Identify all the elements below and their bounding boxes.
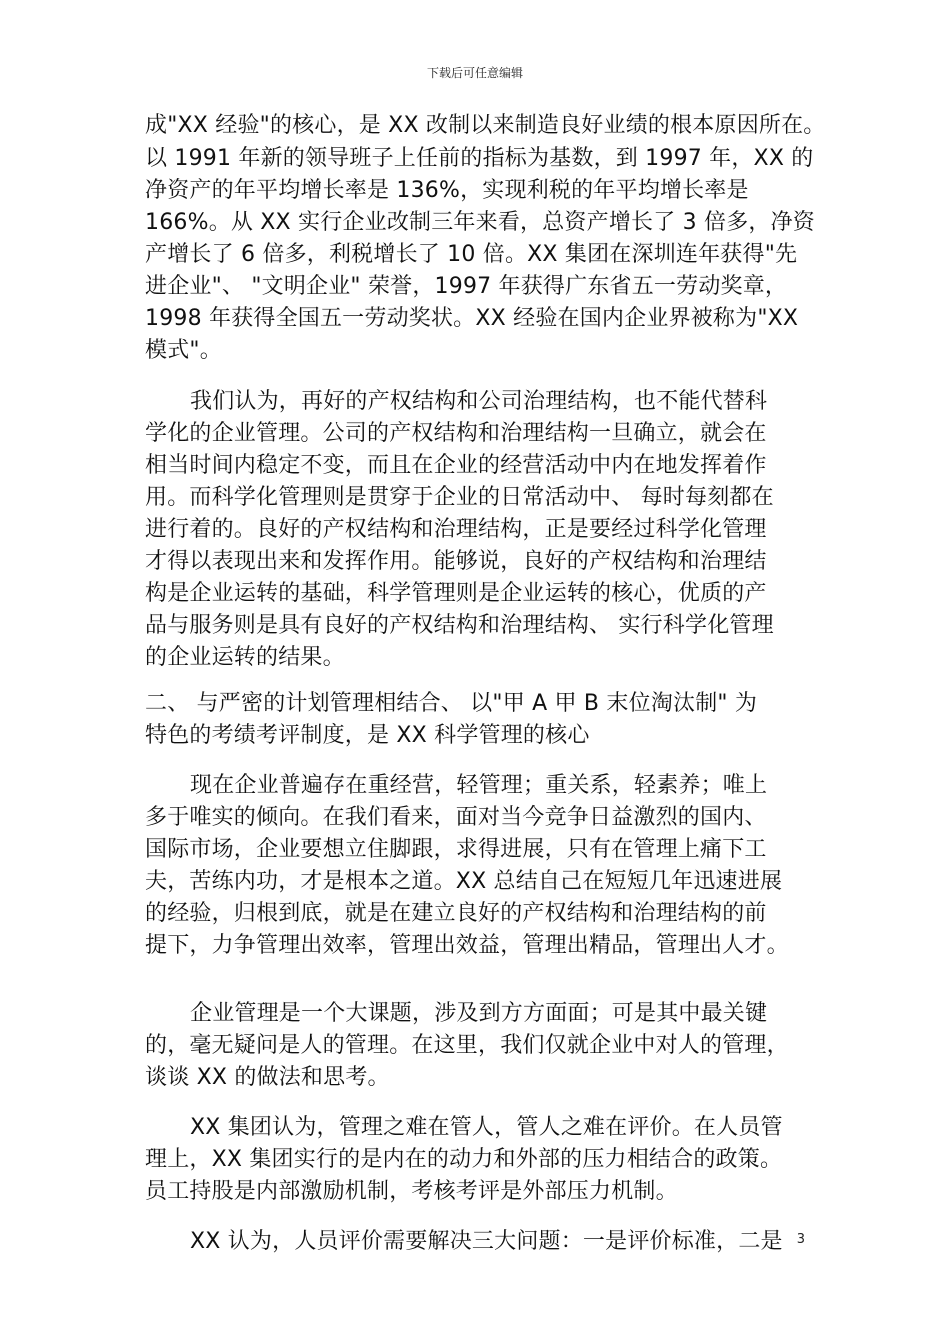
text-line: 1998 年获得全国五一劳动奖状。XX 经验在国内企业界被称为"XX (145, 306, 799, 331)
text-line: 理上，XX 集团实行的是内在的动力和外部的压力相结合的政策。 (145, 1147, 783, 1172)
text-line: 相当时间内稳定不变，而且在企业的经营活动中内在地发挥着作 (145, 453, 767, 478)
text-line: 的经验，归根到底，就是在建立良好的产权结构和治理结构的前 (145, 901, 767, 926)
text-line: 品与服务则是具有良好的产权结构和治理结构、 实行科学化管理 (145, 613, 774, 638)
text-line: 进企业"、 "文明企业" 荣誉，1997 年获得广东省五一劳动奖章， (145, 274, 788, 299)
text-line: 成"XX 经验"的核心，是 XX 改制以来制造良好业绩的根本原因所在。 (145, 113, 826, 138)
text-line: 才得以表现出来和发挥作用。能够说，良好的产权结构和治理结 (145, 549, 767, 574)
page-number: 3 (796, 1232, 805, 1247)
text-line: 产增长了 6 倍多，利税增长了 10 倍。XX 集团在深圳连年获得"先 (145, 242, 798, 267)
page-header: 下载后可任意编辑 (426, 66, 523, 80)
text-line: 166%。从 XX 实行企业改制三年来看，总资产增长了 3 倍多，净资 (145, 210, 816, 235)
text-line: 我们认为，再好的产权结构和公司治理结构，也不能代替科 (190, 389, 768, 414)
text-line: 谈谈 XX 的做法和思考。 (145, 1065, 390, 1090)
text-line: XX 认为，人员评价需要解决三大问题：一是评价标准，二是 (190, 1229, 783, 1254)
text-line: 构是企业运转的基础，科学管理则是企业运转的核心，优质的产 (145, 581, 767, 606)
text-line: 多于唯实的倾向。在我们看来，面对当今竞争日益激烈的国内、 (145, 805, 767, 830)
text-line: 的企业运转的结果。 (145, 645, 345, 670)
text-line: 学化的企业管理。公司的产权结构和治理结构一旦确立，就会在 (145, 421, 767, 446)
text-line: 模式"。 (145, 338, 222, 363)
section-heading: 二、 与严密的计划管理相结合、 以"甲 A 甲 B 末位淘汰制" 为 (145, 691, 758, 716)
text-line: 的，毫无疑问是人的管理。在这里，我们仅就企业中对人的管理， (145, 1033, 789, 1058)
text-line: 员工持股是内部激励机制，考核考评是外部压力机制。 (145, 1179, 678, 1204)
text-line: 现在企业普遍存在重经营，轻管理；重关系，轻素养；唯上 (190, 773, 768, 798)
text-line: 用。而科学化管理则是贯穿于企业的日常活动中、 每时每刻都在 (145, 485, 774, 510)
text-line: 净资产的年平均增长率是 136%，实现利税的年平均增长率是 (145, 178, 749, 203)
text-line: 夫，苦练内功，才是根本之道。XX 总结自己在短短几年迅速进展 (145, 869, 783, 894)
text-line: 进行着的。良好的产权结构和治理结构，正是要经过科学化管理 (145, 517, 767, 542)
text-line: 国际市场，企业要想立住脚跟，求得进展，只有在管理上痛下工 (145, 837, 767, 862)
text-line: 以 1991 年新的领导班子上任前的指标为基数，到 1997 年，XX 的 (145, 146, 814, 171)
text-line: 提下，力争管理出效率，管理出效益，管理出精品，管理出人才。 (145, 933, 789, 958)
text-line: 企业管理是一个大课题，涉及到方方面面；可是其中最关键 (190, 1001, 768, 1026)
section-heading: 特色的考绩考评制度，是 XX 科学管理的核心 (145, 723, 590, 748)
text-line: XX 集团认为，管理之难在管人，管人之难在评价。在人员管 (190, 1115, 783, 1140)
